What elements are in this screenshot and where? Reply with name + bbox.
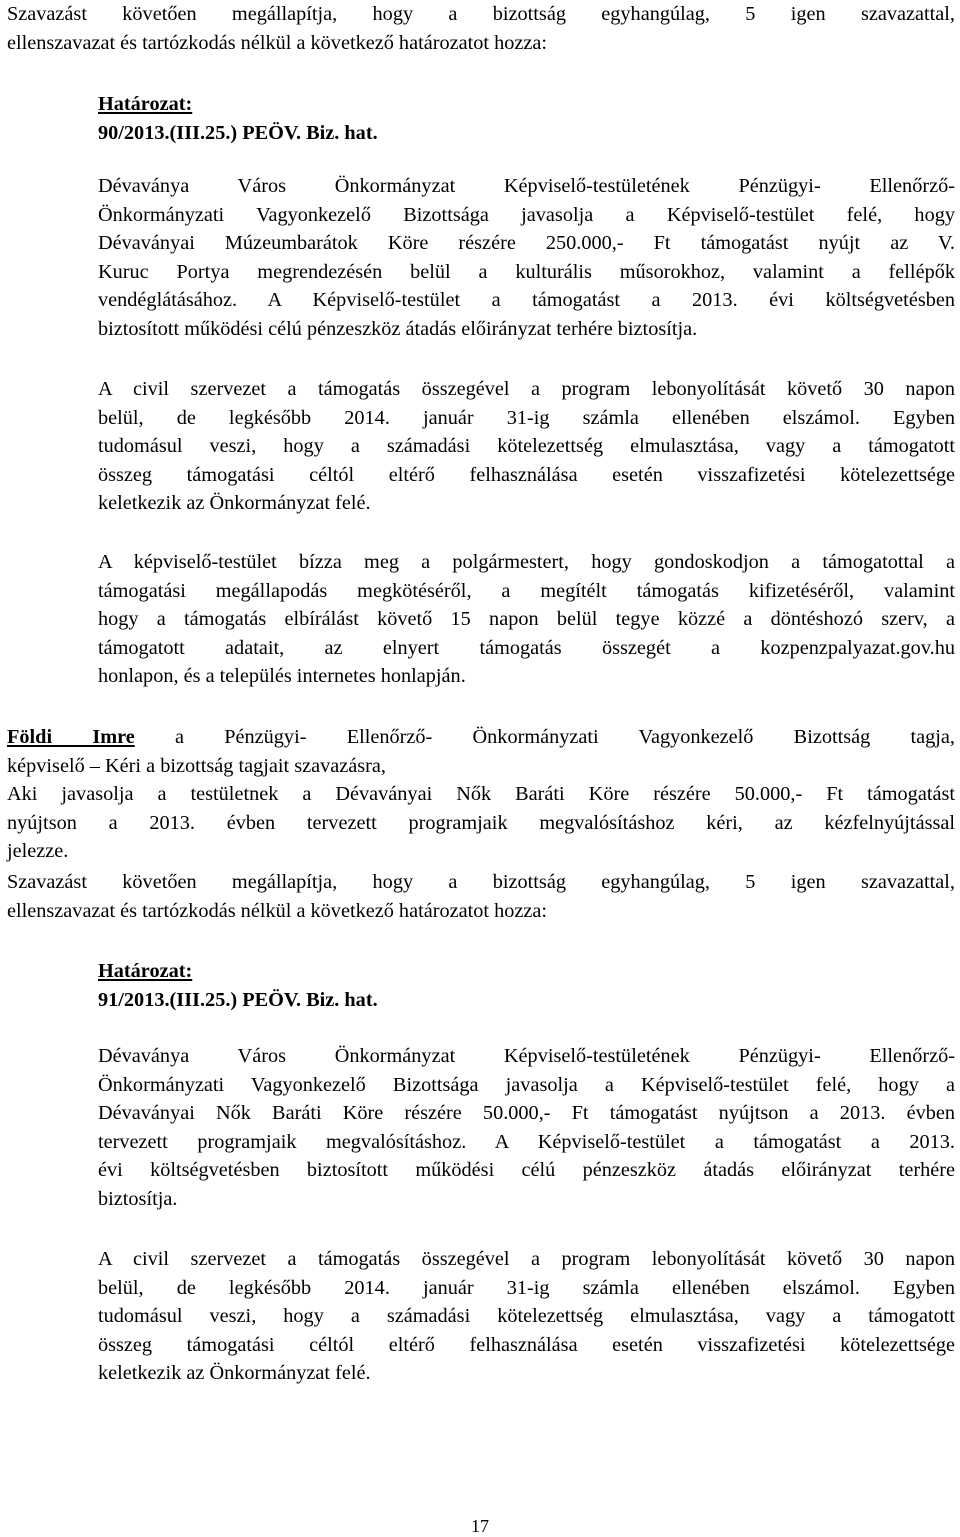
- resolution-90-paragraph-2: [98, 375, 955, 518]
- text-line: honlapon, és a település internetes honlapján.: [98, 665, 466, 688]
- speaker-role: a Pénzügyi- Ellenőrző- Önkormányzati Vagyonkezelő Bizottság tagja,: [134, 726, 955, 748]
- text-line: Aki javasolja a testületnek a Dévaványai Nők Baráti Köre részére 50.000,- Ft támogatást: [7, 783, 955, 806]
- text-line: tudomásul veszi, hogy a számadási kötelezettség elmulasztása, vagy a támogatott: [98, 1305, 955, 1328]
- text-line: Dévaványa Város Önkormányzat Képviselő-testületének Pénzügyi- Ellenőrző-: [98, 1045, 955, 1067]
- resolution-number: 91/2013.(III.25.) PEÖV. Biz. hat.: [98, 988, 378, 1011]
- text-line: nyújtson a 2013. évben tervezett programjaik megvalósításhoz kéri, az kézfelnyújtással: [7, 811, 955, 834]
- text-line: biztosított működési célú pénzeszköz átadás előirányzat terhére biztosítja.: [98, 317, 698, 340]
- text-line: belül, de legkésőbb 2014. január 31-ig számla ellenében elszámol. Egyben: [98, 1276, 955, 1299]
- text-line: jelezze.: [7, 840, 69, 863]
- resolution-label: Határozat:: [98, 93, 193, 115]
- text-line: A civil szervezet a támogatás összegével a program lebonyolítását követő 30 napon: [98, 1248, 955, 1270]
- resolution-90-paragraph-1: [98, 172, 955, 344]
- text-line: hogy a támogatás elbírálást követő 15 napon belül tegye közzé a döntéshozó szerv, a: [98, 608, 955, 631]
- text-line: tudomásul veszi, hogy a számadási kötelezettség elmulasztása, vagy a támogatott: [98, 435, 955, 458]
- vote-paragraph-top: [7, 0, 955, 57]
- text-line: tervezett programjaik megvalósításhoz. A Képviselő-testület a támogatást a 2013.: [98, 1130, 955, 1153]
- text-line: évi költségvetésben biztosított működési célú pénzeszköz átadás előirányzat terhére: [98, 1159, 955, 1182]
- text-line: Dévaványai Nők Baráti Köre részére 50.000,- Ft támogatást nyújtson a 2013. évben: [98, 1102, 955, 1125]
- text-line: Önkormányzati Vagyonkezelő Bizottsága javasolja a Képviselő-testület felé, hogy: [98, 203, 955, 226]
- text-line: ellenszavazat és tartózkodás nélkül a következő határozatot hozza:: [7, 899, 548, 922]
- page-number: 17: [471, 1516, 489, 1536]
- text-line: keletkezik az Önkormányzat felé.: [98, 492, 371, 515]
- text-line: összeg támogatási céltól eltérő felhasználása esetén visszafizetési kötelezettsége: [98, 463, 955, 486]
- text-line: A civil szervezet a támogatás összegével a program lebonyolítását követő 30 napon: [98, 378, 955, 400]
- resolution-91-paragraph-2: [98, 1245, 955, 1388]
- text-line: Szavazást követően megállapítja, hogy a bizottság egyhangúlag, 5 igen szavazattal,: [7, 3, 955, 25]
- resolution-header-91: [98, 957, 955, 1014]
- text-line: Szavazást követően megállapítja, hogy a bizottság egyhangúlag, 5 igen szavazattal,: [7, 871, 955, 893]
- text-line: belül, de legkésőbb 2014. január 31-ig számla ellenében elszámol. Egyben: [98, 406, 955, 429]
- resolution-label: Határozat:: [98, 960, 193, 982]
- resolution-90-paragraph-3: [98, 548, 955, 691]
- text-line: vendéglátásához. A Képviselő-testület a támogatást a 2013. évi költségvetésben: [98, 289, 955, 312]
- text-line: Dévaványa Város Önkormányzat Képviselő-testületének Pénzügyi- Ellenőrző-: [98, 175, 955, 197]
- text-line: A képviselő-testület bízza meg a polgármestert, hogy gondoskodjon a támogatottal a: [98, 551, 955, 573]
- text-line: Dévaványai Múzeumbarátok Köre részére 250.000,- Ft támogatást nyújt az V.: [98, 232, 955, 255]
- text-line: [7, 723, 955, 752]
- text-line: támogatási megállapodás megkötéséről, a megítélt támogatás kifizetéséről, valamint: [98, 579, 955, 602]
- resolution-number: 90/2013.(III.25.) PEÖV. Biz. hat.: [98, 121, 378, 144]
- resolution-91-paragraph-1: [98, 1042, 955, 1214]
- text-line: képviselő – Kéri a bizottság tagjait szavazásra,: [7, 754, 386, 777]
- vote-paragraph-bottom: [7, 868, 955, 925]
- resolution-header-90: [98, 90, 955, 147]
- text-line: összeg támogatási céltól eltérő felhasználása esetén visszafizetési kötelezettsége: [98, 1333, 955, 1356]
- speaker-paragraph: [7, 723, 955, 866]
- speaker-name: Földi Imre: [7, 726, 135, 748]
- text-line: keletkezik az Önkormányzat felé.: [98, 1362, 371, 1385]
- text-line: Kuruc Portya megrendezésén belül a kulturális műsorokhoz, valamint a fellépők: [98, 260, 955, 283]
- text-line: biztosítja.: [98, 1187, 178, 1210]
- text-line: Önkormányzati Vagyonkezelő Bizottsága javasolja a Képviselő-testület felé, hogy a: [98, 1073, 955, 1096]
- text-line: támogatott adatait, az elnyert támogatás összegét a kozpenzpalyazat.gov.hu: [98, 636, 955, 659]
- text-line: ellenszavazat és tartózkodás nélkül a következő határozatot hozza:: [7, 31, 548, 54]
